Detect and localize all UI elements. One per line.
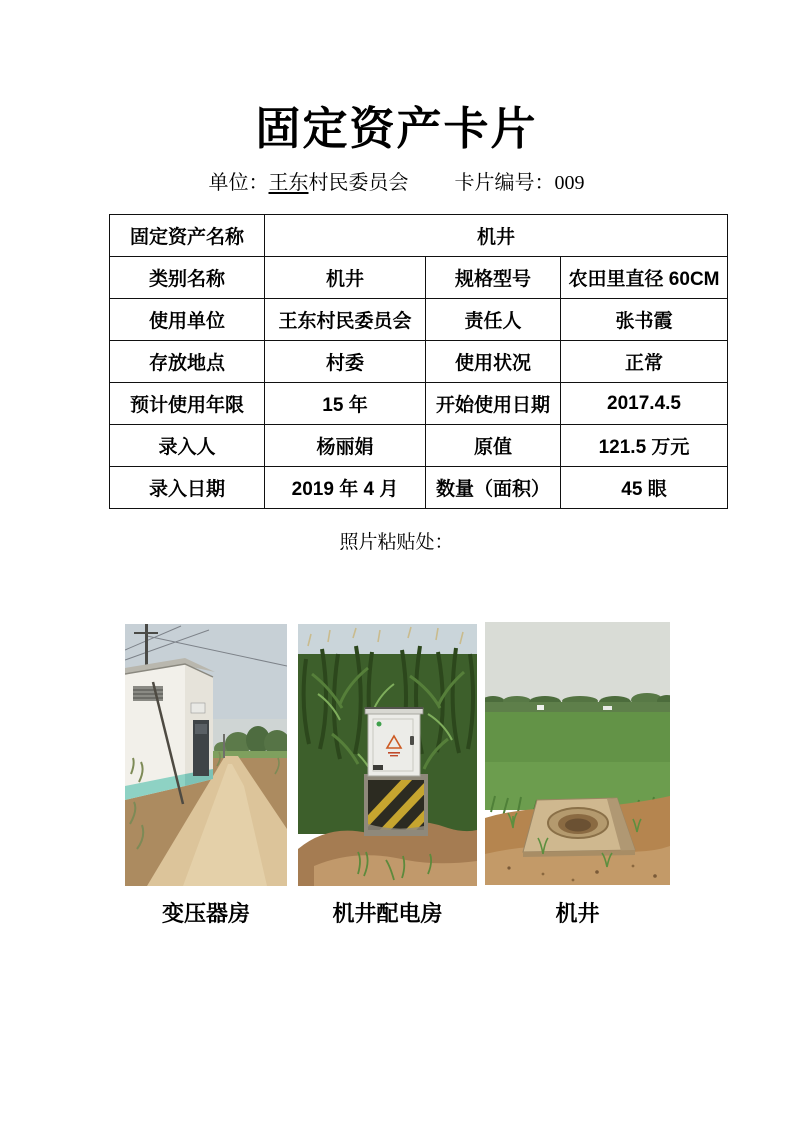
photo-caption-well: 机井 — [555, 901, 600, 926]
row-asset-name — [110, 215, 728, 257]
card-number-field — [455, 166, 585, 195]
label-cell: 录入日期 — [110, 467, 265, 509]
row-enterer-origvalue — [110, 425, 728, 467]
label-cell: 存放地点 — [110, 341, 265, 383]
label-cell: 开始使用日期 — [426, 383, 561, 425]
value-cell: 15 年 — [265, 383, 426, 425]
subheader — [0, 166, 793, 195]
distribution-cabinet-illustration — [298, 624, 477, 886]
value-cell: 机井 — [265, 257, 426, 299]
value-cell: 2017.4.5 — [561, 383, 728, 425]
value-cell: 正常 — [561, 341, 728, 383]
value-cell: 杨丽娟 — [265, 425, 426, 467]
label-cell: 类别名称 — [110, 257, 265, 299]
label-cell: 录入人 — [110, 425, 265, 467]
transformer-room-illustration — [125, 624, 287, 886]
label-cell: 预计使用年限 — [110, 383, 265, 425]
label-cell: 责任人 — [426, 299, 561, 341]
unit-value-rest: 村民委员会 — [308, 172, 409, 194]
value-cell: 王东村民委员会 — [265, 299, 426, 341]
label-cell: 使用状况 — [426, 341, 561, 383]
photo-section-title: 照片粘贴处： — [339, 532, 454, 553]
unit-field — [209, 166, 409, 195]
well-illustration — [485, 622, 670, 885]
value-cell: 张书霞 — [561, 299, 728, 341]
photo-caption-distribution-room: 机井配电房 — [332, 901, 443, 926]
unit-label: 单位： — [208, 172, 269, 194]
row-unit-responsible — [110, 299, 728, 341]
value-cell: 121.5 万元 — [561, 425, 728, 467]
value-cell: 2019 年 4 月 — [265, 467, 426, 509]
value-cell: 村委 — [265, 341, 426, 383]
row-location-status — [110, 341, 728, 383]
photo-well-power-distribution-room — [298, 624, 477, 886]
label-cell: 原值 — [426, 425, 561, 467]
card-number-label: 卡片编号： — [454, 172, 555, 194]
value-cell: 45 眼 — [561, 467, 728, 509]
photo-caption-transformer-room: 变压器房 — [161, 901, 250, 926]
value-cell: 机井 — [265, 215, 728, 257]
row-lifespan-startdate — [110, 383, 728, 425]
label-cell: 数量（面积） — [426, 467, 561, 509]
row-entrydate-quantity — [110, 467, 728, 509]
label-cell: 使用单位 — [110, 299, 265, 341]
row-category-spec — [110, 257, 728, 299]
asset-table — [109, 214, 728, 509]
value-cell: 农田里直径 60CM — [561, 257, 728, 299]
label-cell: 规格型号 — [426, 257, 561, 299]
unit-value-underlined: 王东 — [268, 172, 309, 194]
photo-transformer-room — [125, 624, 287, 886]
card-number-value: 009 — [554, 172, 585, 194]
photo-well — [485, 622, 670, 885]
page-title: 固定资产卡片 — [255, 104, 538, 154]
label-cell: 固定资产名称 — [110, 215, 265, 257]
